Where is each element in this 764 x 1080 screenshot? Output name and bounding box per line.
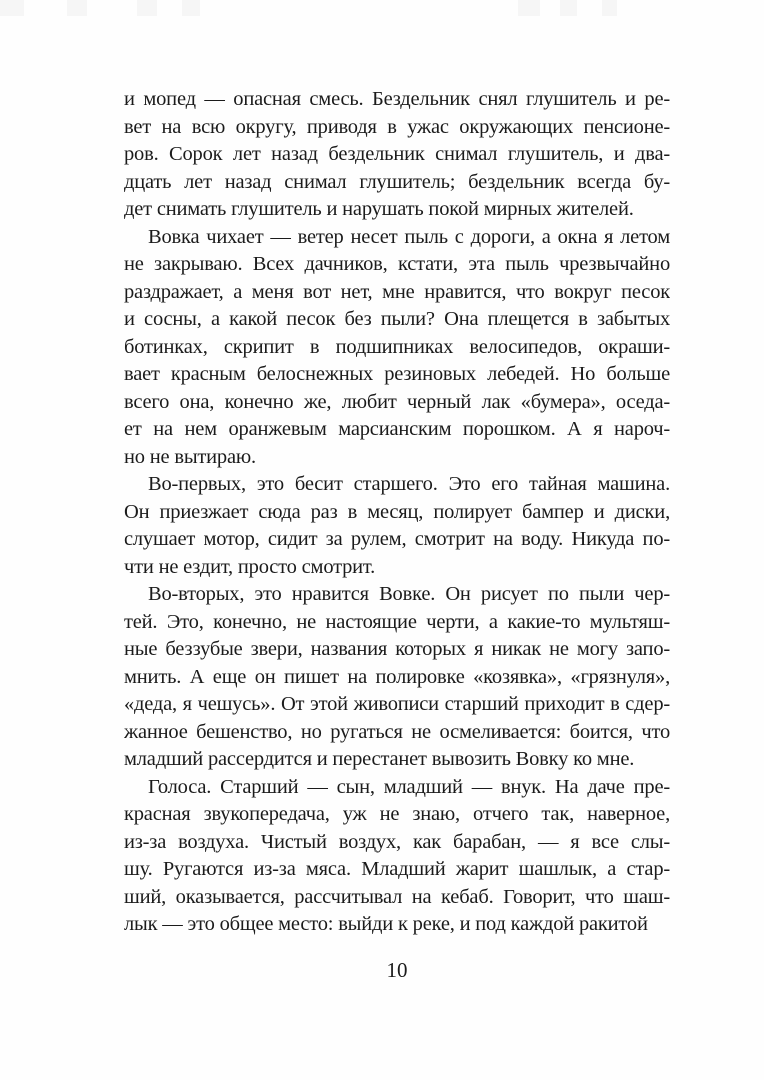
text-line: шу. Ругаются из-за мяса. Младший жарит шашлык, а стар- [124,858,670,880]
text-line: ров. Сорок лет назад бездельник снимал глушитель, и два- [124,143,670,165]
text-line: Голоса. Старший — сын, младший — внук. На даче пре- [148,775,670,798]
text-line: младший рассердится и перестанет вывозить Вовку ко мне. [124,748,635,770]
scan-artifact [137,0,157,16]
text-line: мнить. А еще он пишет на полировке «козявка», «грязнуля», [124,665,670,688]
text-line: тей. Это, конечно, не настоящие черти, а какие-то мультяш- [124,610,670,633]
paragraph-4 [124,581,670,774]
text-line: всего она, конечно же, любит черный лак «бумера», оседа- [124,390,670,413]
text-line: «деда, я чешусь». От этой живописи старший приходит в сдер- [124,693,670,715]
text-line: лык — это общее место: выйди к реке, и под каждой ракитой [124,913,648,935]
scan-artifact [182,0,200,16]
paragraph-3 [124,471,670,581]
text-line: слушает мотор, сидит за рулем, смотрит на воду. Никуда по- [124,528,670,550]
paragraph-5 [124,774,670,939]
text-line: из-за воздуха. Чистый воздух, как барабан, — я все слы- [124,830,670,853]
text-line: вет на всю округу, приводя в ужас окружающих пенсионе- [124,115,670,138]
scan-artifact [560,0,577,16]
text-line: жанное бешенство, но ругаться не осмеливается: боится, что [124,720,670,743]
text-line: дцать лет назад снимал глушитель; бездельник всегда бу- [124,170,670,193]
text-line: не закрываю. Всех дачников, кстати, эта пыль чрезвычайно [124,253,670,275]
text-line: красная звукопередача, уж не знаю, отчего так, наверное, [124,803,670,825]
paragraph-1 [124,86,670,224]
text-line: дет снимать глушитель и нарушать покой мирных жителей. [124,198,634,220]
text-line: и сосны, а какой песок без пыли? Она плещется в забытых [124,308,670,330]
text-line: ные беззубые звери, названия которых я никак не могу запо- [124,638,670,660]
paragraph-2 [124,224,670,472]
text-line: вает красным белоснежных резиновых лебедей. Но больше [124,363,670,385]
text-line: ет на нем оранжевым марсианским порошком. А я нароч- [124,418,670,440]
scan-artifact [0,0,24,16]
text-line: и мопед — опасная смесь. Бездельник снял глушитель и ре- [124,88,670,110]
text-line: Он приезжает сюда раз в месяц, полирует бампер и диски, [124,500,670,523]
scan-artifact [67,0,87,16]
text-line: ботинках, скрипит в подшипниках велосипедов, окраши- [124,335,670,358]
text-line: но не вытираю. [124,445,256,468]
text-line: раздражает, а меня вот нет, мне нравится, что вокруг песок [124,280,670,303]
text-line: Во-первых, это бесит старшего. Это его тайная машина. [148,473,670,495]
text-line: ший, оказывается, рассчитывал на кебаб. Говорит, что шаш- [124,885,670,908]
scan-artifact [602,0,617,16]
text-line: чти не ездит, просто смотрит. [124,555,376,578]
text-line: Вовка чихает — ветер несет пыль с дороги, а окна я летом [148,225,670,248]
page-text-block [124,86,670,939]
scan-artifact [518,0,540,16]
text-line: Во-вторых, это нравится Вовке. Он рисует по пыли чер- [148,583,670,605]
page-number: 10 [386,958,408,982]
